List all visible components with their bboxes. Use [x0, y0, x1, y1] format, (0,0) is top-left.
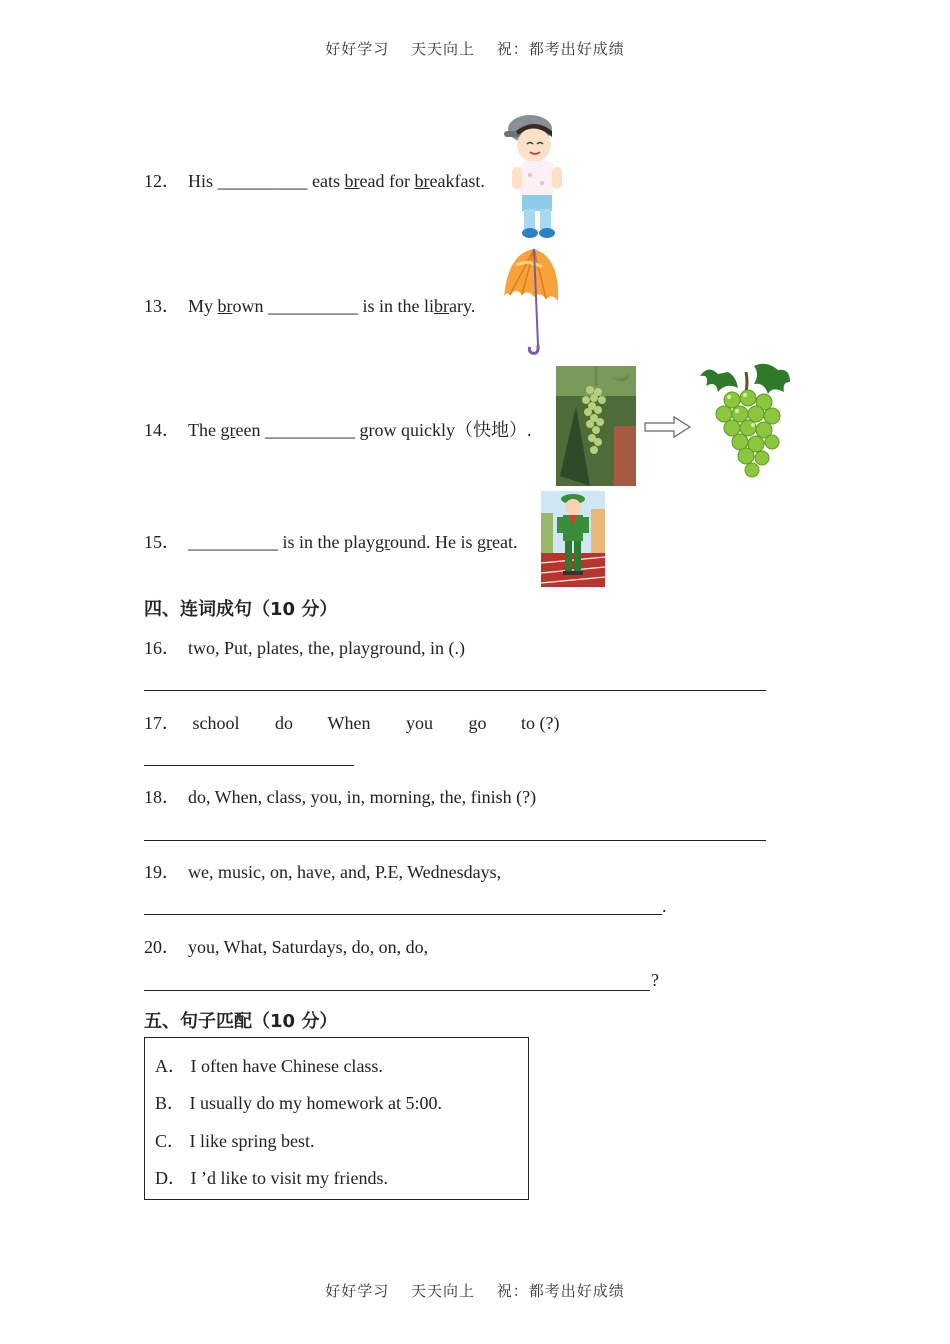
- answer-line-20: [144, 990, 650, 991]
- grandpa-icon: [541, 491, 605, 587]
- answer-line-19: [144, 914, 662, 915]
- option-a: A． I often have Chinese class.: [155, 1056, 383, 1076]
- footer-left: 好好学习: [325, 1282, 390, 1300]
- boy-icon: [500, 113, 564, 241]
- question-19: 19． we, music, on, have, and, P.E, Wednesdays,: [144, 862, 502, 882]
- question-13: 13． My brown __________ is in the library.: [144, 296, 476, 316]
- arrow-right-icon: [644, 415, 692, 439]
- answer-line-18: [144, 840, 766, 841]
- question-15: 15． __________ is in the playground. He is great.: [144, 532, 518, 552]
- young-grapes-photo: [556, 366, 636, 486]
- question-18: 18． do, When, class, you, in, morning, the, finish (?): [144, 787, 537, 807]
- section-4-title: 四、连词成句（10 分）: [144, 599, 338, 620]
- umbrella-icon: [498, 245, 564, 361]
- grapes-icon: [698, 362, 796, 488]
- answer-end-19: .: [662, 896, 667, 916]
- question-14: 14． The green __________ grow quickly（快地）.: [144, 420, 532, 440]
- answer-end-20: ?: [651, 970, 659, 990]
- answer-blank: __________: [268, 296, 359, 316]
- question-12: 12． His __________ eats bread for breakfast.: [144, 171, 485, 191]
- header-left: 好好学习: [325, 40, 390, 58]
- answer-line-16: [144, 690, 766, 691]
- footer-right: 祝：都考出好成绩: [496, 1282, 625, 1300]
- answer-line-17: [144, 765, 354, 766]
- header-right: 祝：都考出好成绩: [496, 40, 625, 58]
- option-c: C． I like spring best.: [155, 1131, 315, 1151]
- answer-blank: __________: [217, 171, 308, 191]
- footer-middle: 天天向上: [410, 1282, 475, 1300]
- section-5-title: 五、句子匹配（10 分）: [144, 1011, 338, 1032]
- question-20: 20． you, What, Saturdays, do, on, do,: [144, 937, 429, 957]
- answer-blank: __________: [264, 420, 355, 440]
- options-box: [144, 1037, 529, 1200]
- answer-blank: __________: [188, 532, 278, 552]
- page-footer: [0, 1280, 950, 1301]
- header-middle: 天天向上: [410, 40, 475, 58]
- page-header: [0, 38, 950, 59]
- option-b: B． I usually do my homework at 5:00.: [155, 1093, 442, 1113]
- question-16: 16． two, Put, plates, the, playground, in (.): [144, 638, 465, 658]
- question-17: 17． school do When you go to (?): [144, 713, 560, 733]
- option-d: D． I ’d like to visit my friends.: [155, 1168, 388, 1188]
